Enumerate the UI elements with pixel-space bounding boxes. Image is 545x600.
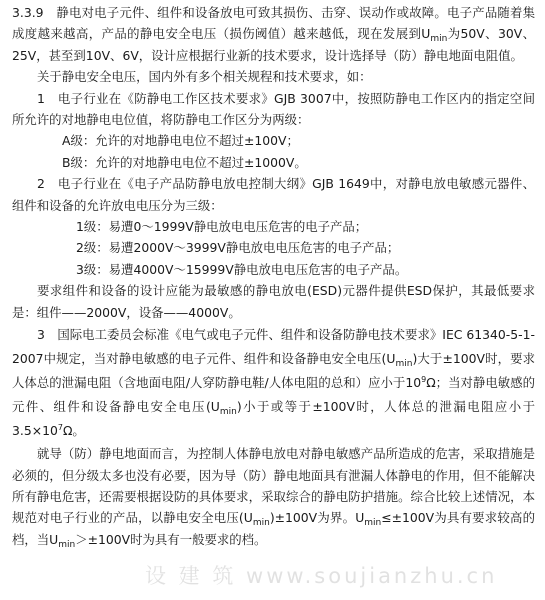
clause-number: 3.3.9 xyxy=(12,5,44,20)
watermark: 设 建 筑 www.soujianzhu.cn xyxy=(145,564,498,588)
grade-1: 1级：易遭0～1999V静电放电电压危害的电子产品； xyxy=(76,219,368,235)
item-1-gjb3007: 1 电子行业在《防静电工作区技术要求》GJB 3007中，按照防静电工作区内的指定空间所允许的对地静电电位值，将防静电工作区分为两级： xyxy=(12,90,535,128)
grade-3: 3级：易遭4000V～15999V静电放电电压危害的电子产品。 xyxy=(76,261,408,277)
paragraph-3-3-9: 3.3.9 静电对电子元件、组件和设备放电可致其损伤、击穿、误动作或故障。电子产品随着集成度越来越高，产品的静电安全电压（损伤阈值）越来越低，现在发展到$U_{min}$为50V、30V、25V，甚至到10V、6V，设计应根据行业新的技术要求，设计选择导（防）静电地面电阻值。 xyxy=(12,5,536,63)
item-2-gjb1649: 2 电子行业在《电子产品防静电放电控制大纲》GJB 1649中，对静电放电敏感元器件、组件和设备的允许放电电压分为三级： xyxy=(12,176,535,213)
level-b: B级：允许的对地静电电位不超过±1000V。 xyxy=(62,154,307,170)
item-3-iec61340: 3 国际电工委员会标准《电气或电子元件、组件和设备防静电技术要求》IEC 61340-5-1-2007中规定，当对静电敏感的电子元件、组件和设备静电安全电压$(U_{min})$大于±100V时，要求人体总的泄漏电阻（含地面电阻/人穿防静电鞋/人体电阻的总和）应小于$10^9\Omega$；当对静电敏感的元件、组件和设备静电安全电压$(U_{min})$小于或等于±100V时，人体总的泄漏电阻应小于$3.5\times 10^7\Omega$。 xyxy=(12,327,536,439)
grade-2: 2级：易遭2000V～3999V静电放电电压危害的电子产品； xyxy=(76,240,400,256)
conclusion-paragraph: 就导（防）静电地面而言，为控制人体静电放电对静电敏感产品所造成的危害，采取措施是必须的，但分级太多也没有必要，因为导（防）静电地面具有泄漏人体静电的作用，但不能解决所有静电危害，还需要根据设防的具体要求，采取综合的静电防护措施。综合比较上述情况，本规范对电子行业的产品，以静电安全电压$(U_{min})\pm 100V$为界。$U_{min}\le\pm 100V$为具有要求较高的档，当$U_{min}>\pm 100V$时为具有一般要求的档。 xyxy=(12,446,535,550)
level-a: A级：允许的对地静电电位不超过±100V； xyxy=(62,133,299,149)
intro-paragraph: 关于静电安全电压，国内外有多个相关规程和技术要求，如： xyxy=(37,69,372,85)
clause-title: 静电对电子元件、组件和设备放电可致其损伤、击穿、误动作或故障。 xyxy=(56,5,448,20)
esd-requirement-paragraph: 要求组件和设备的设计应能为最敏感的静电放电(ESD)元器件提供ESD保护，其最低要求是：组件——2000V，设备——4000V。 xyxy=(12,283,535,320)
